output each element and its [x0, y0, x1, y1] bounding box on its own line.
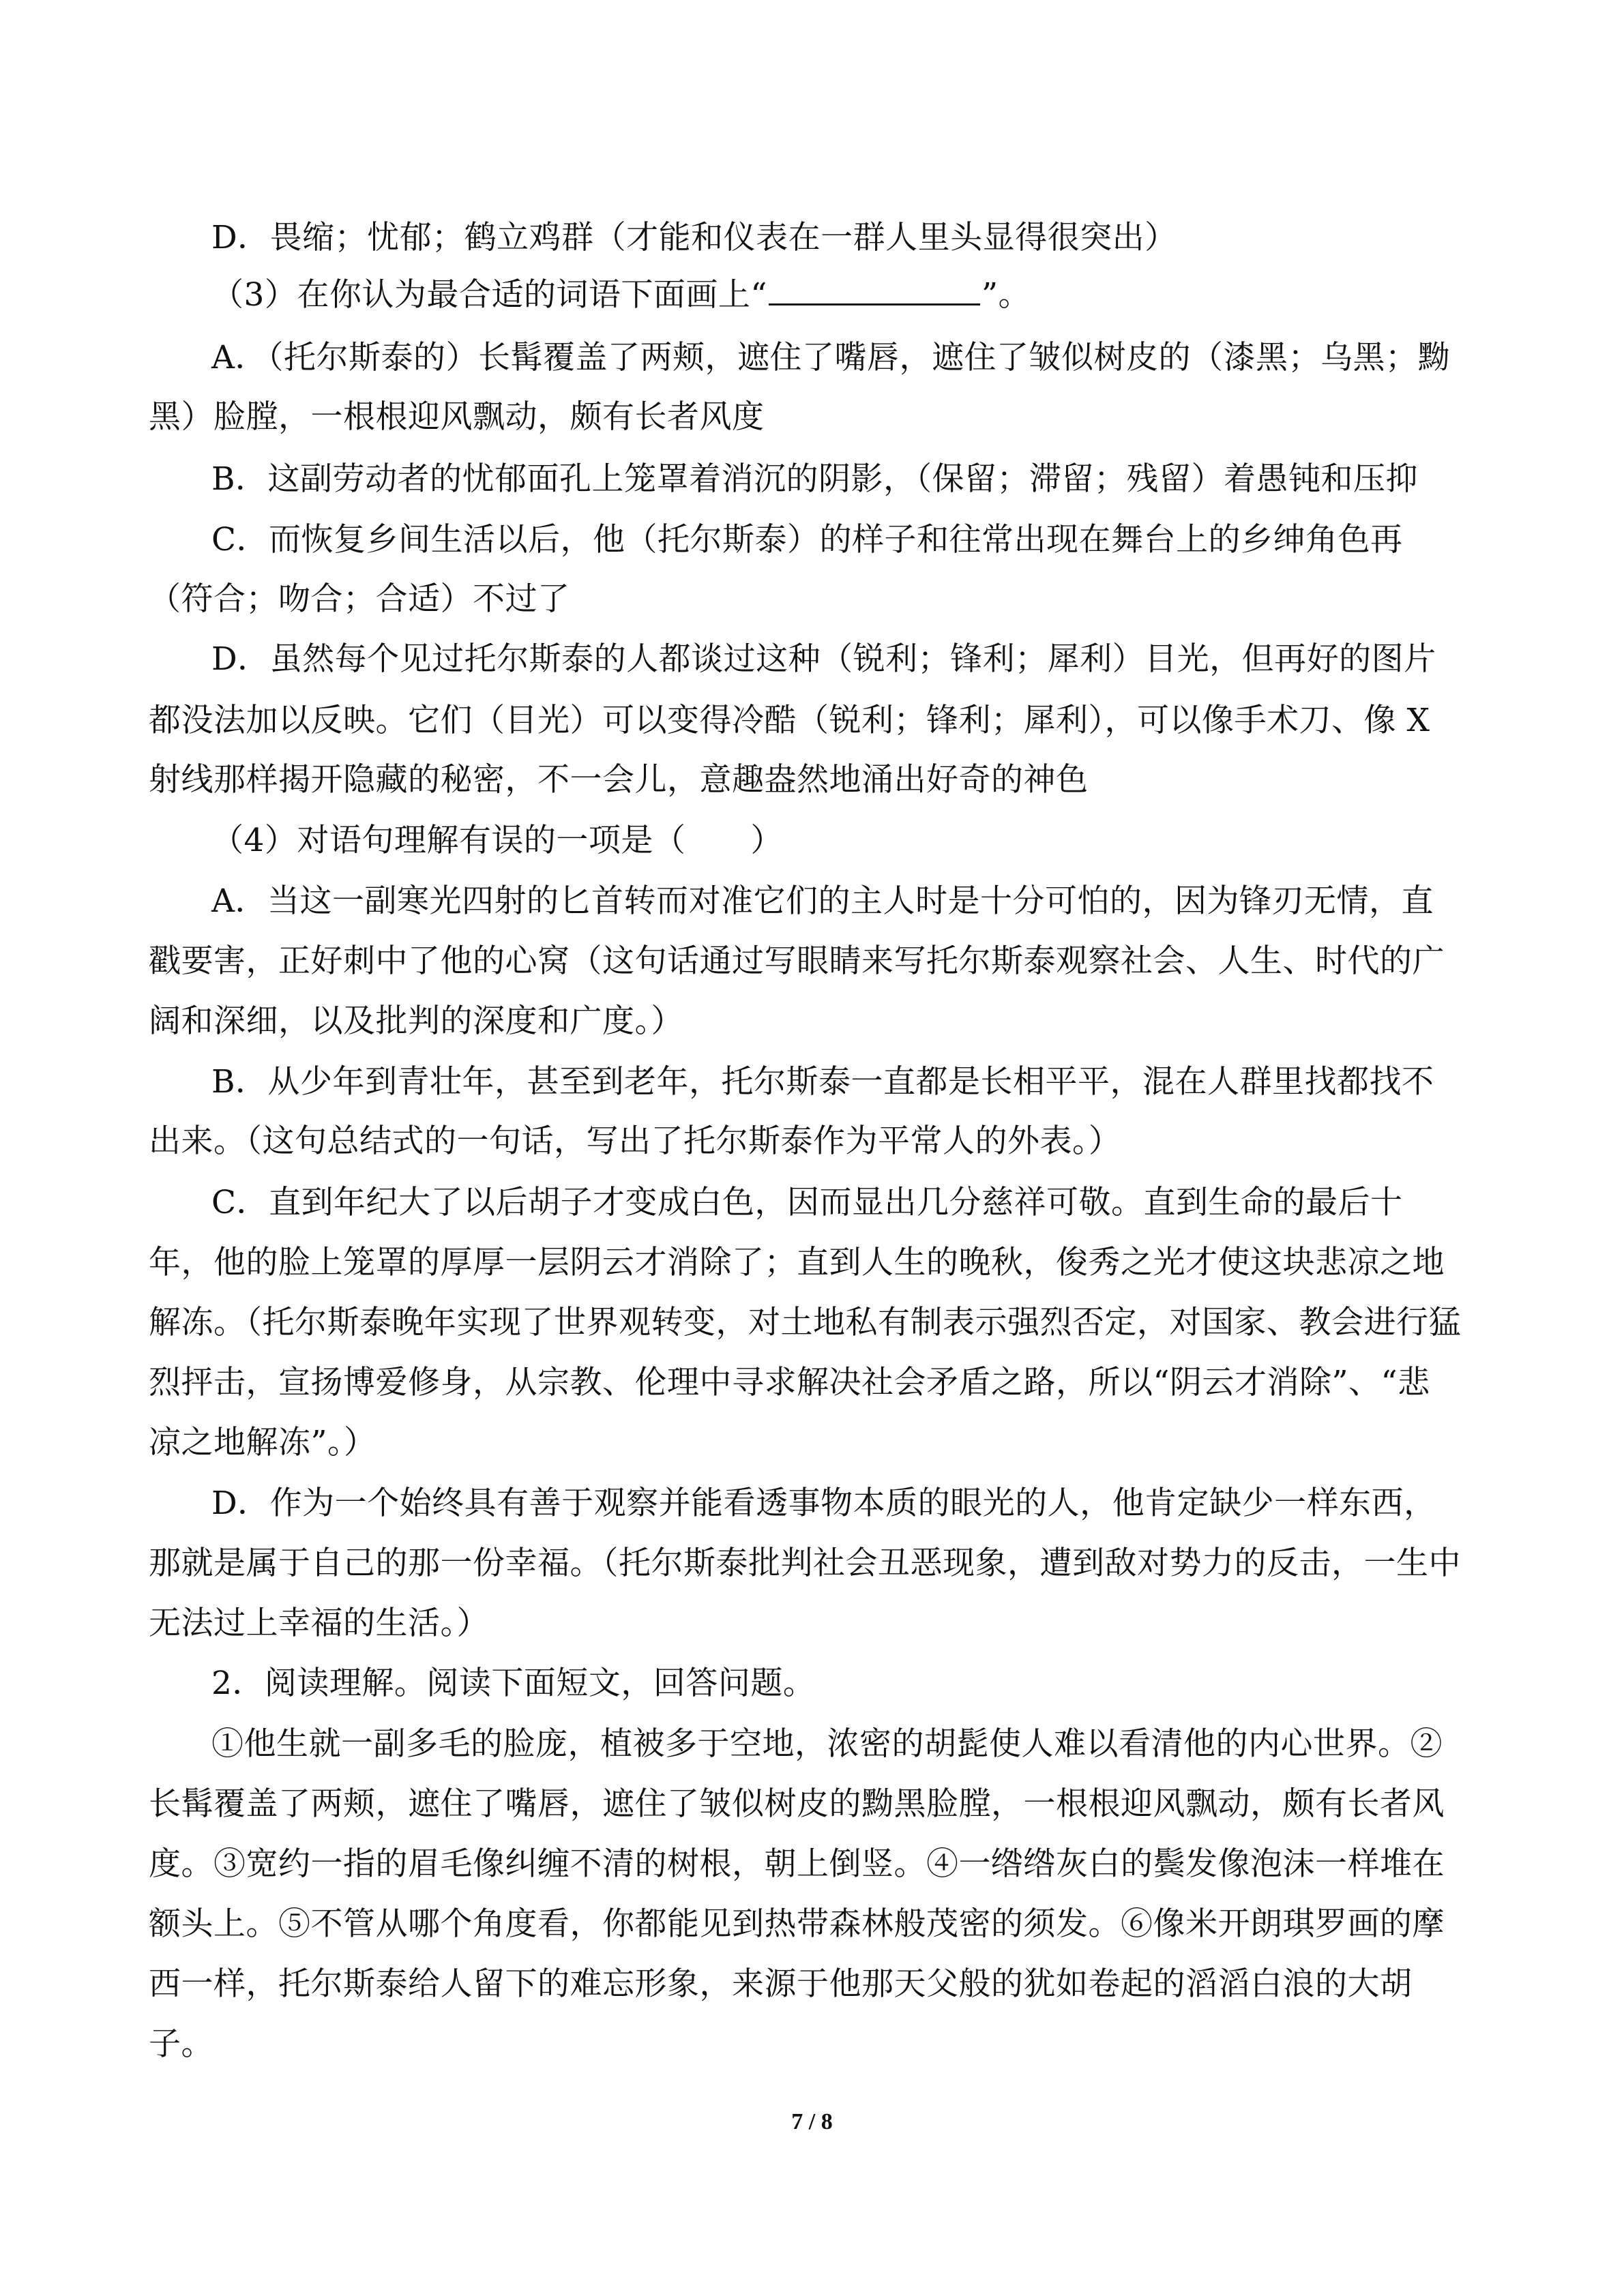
option-d-q4-line1: D．作为一个始终具有善于观察并能看透事物本质的眼光的人，他肯定缺少一样东西， — [211, 1485, 1436, 1522]
option-d-q2: D．畏缩；忧郁；鹤立鸡群（才能和仪表在一群人里头显得很突出） — [211, 219, 1177, 256]
option-c-q4-line5: 凉之地解冻”。） — [149, 1424, 377, 1461]
option-b-q4-line1: B．从少年到青壮年，甚至到老年，托尔斯泰一直都是长相平平，混在人群里找都找不 — [211, 1063, 1434, 1101]
question-3-text: （3）在你认为最合适的词语下面画上“ — [211, 276, 767, 314]
option-c-q4-line1: C．直到年纪大了以后胡子才变成白色，因而显出几分慈祥可敬。直到生命的最后十 — [211, 1184, 1403, 1221]
option-b-q4-line2: 出来。（这句总结式的一句话，写出了托尔斯泰作为平常人的外表。） — [149, 1122, 1121, 1160]
option-c-q4-line3: 解冻。（托尔斯泰晚年实现了世界观转变，对土地私有制表示强烈否定，对国家、教会进行猛 — [149, 1304, 1461, 1341]
option-d-q3-line3: 射线那样揭开隐藏的秘密，不一会儿，意趣盎然地涌出好奇的神色 — [149, 761, 1089, 799]
question-3 — [211, 275, 1031, 316]
passage-line1: ①他生就一副多毛的脸庞，植被多于空地，浓密的胡髭使人难以看清他的内心世界。② — [211, 1725, 1443, 1763]
option-c-q4-line2: 年，他的脸上笼罩的厚厚一层阴云才消除了；直到人生的晚秋，俊秀之光才使这块悲凉之地 — [149, 1244, 1445, 1281]
option-d-q3-line1: D．虽然每个见过托尔斯泰的人都谈过这种（锐利；锋利；犀利）目光，但再好的图片 — [211, 640, 1436, 678]
option-c-q3-line1: C．而恢复乡间生活以后，他（托尔斯泰）的样子和往常出现在舞台上的乡绅角色再 — [211, 521, 1403, 558]
option-d-q4-line3: 无法过上幸福的生活。） — [149, 1605, 489, 1642]
option-a-q3-line1: A．（托尔斯泰的）长髯覆盖了两颊，遮住了嘴唇，遮住了皱似树皮的（漆黑；乌黑；黝 — [211, 339, 1450, 376]
option-d-q4-line2: 那就是属于自己的那一份幸福。（托尔斯泰批判社会丑恶现象，遭到敌对势力的反击，一生中 — [149, 1545, 1461, 1582]
passage-line2: 长髯覆盖了两颊，遮住了嘴唇，遮住了皱似树皮的黝黑脸膛，一根根迎风飘动，颇有长者风 — [149, 1785, 1445, 1823]
passage-line3: 度。③宽约一指的眉毛像纠缠不清的树根，朝上倒竖。④一绺绺灰白的鬓发像泡沫一样堆在 — [149, 1845, 1445, 1883]
option-a-q4-line1: A．当这一副寒光四射的匕首转而对准它们的主人时是十分可怕的，因为锋刃无情，直 — [211, 882, 1434, 920]
option-b-q3: B．这副劳动者的忧郁面孔上笼罩着消沉的阴影，（保留；滞留；残留）着愚钝和压抑 — [211, 460, 1419, 498]
option-c-q4-line4: 烈抨击，宣扬博爱修身，从宗教、伦理中寻求解决社会矛盾之路，所以“阴云才消除”、“悲 — [149, 1364, 1430, 1401]
option-a-q3-line2: 黑）脸膛，一根根迎风飘动，颇有长者风度 — [149, 398, 765, 436]
option-d-q3-line2: 都没法加以反映。它们（目光）可以变得冷酷（锐利；锋利；犀利），可以像手术刀、像 X — [149, 702, 1430, 739]
passage-line5: 西一样，托尔斯泰给人留下的难忘形象，来源于他那天父般的犹如卷起的滔滔白浪的大胡 — [149, 1965, 1413, 2003]
question-4: （4）对语句理解有误的一项是（ ） — [211, 822, 783, 859]
option-a-q4-line2: 戳要害，正好刺中了他的心窝（这句话通过写眼睛来写托尔斯泰观察社会、人生、时代的广 — [149, 942, 1445, 980]
option-c-q3-line2: （符合；吻合；合适）不过了 — [149, 580, 570, 618]
option-a-q4-line3: 阔和深细，以及批判的深度和广度。） — [149, 1002, 683, 1040]
answer-blank — [769, 276, 980, 305]
question-3-end: ”。 — [981, 276, 1031, 314]
passage-line6: 子。 — [149, 2025, 213, 2063]
passage-line4: 额头上。⑤不管从哪个角度看，你都能见到热带森林般茂密的须发。⑥像米开朗琪罗画的摩 — [149, 1905, 1445, 1943]
page-number: 7 / 8 — [791, 2109, 833, 2134]
reading-heading: 2．阅读理解。阅读下面短文，回答问题。 — [211, 1665, 816, 1702]
